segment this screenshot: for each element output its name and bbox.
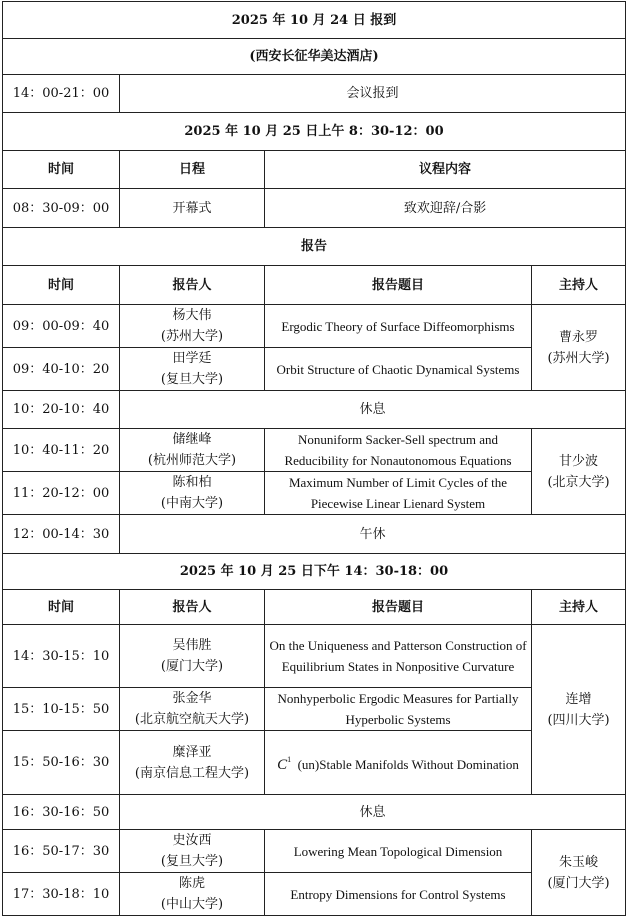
talk-topic: Orbit Structure of Chaotic Dynamical Systems [265,348,532,391]
reports-title: 报告 [3,228,626,266]
speaker-name: 张金华 [172,691,212,706]
header-time: 时间 [3,151,120,189]
speaker-name: 糜泽亚 [172,744,212,760]
lunch-label: 午休 [120,515,626,554]
table-row [3,429,626,472]
talk-topic: Ergodic Theory of Surface Diffeomorphisms [265,305,532,348]
morning-title: 2025 年 10 月 25 日上午 8：30-12：00 [3,113,626,151]
break-time: 16：30-16：50 [3,795,120,830]
talk-time: 15：50-16：30 [3,731,120,795]
header-agenda: 议程内容 [265,151,626,189]
chair-name: 甘少波 [559,453,599,469]
talk-time: 11：20-12：00 [3,472,120,515]
table-row [3,625,626,688]
talk-time: 14：30-15：10 [3,625,120,688]
table-row [3,515,626,554]
speaker-affiliation: (中南大学) [160,496,224,511]
speaker-name: 史汝西 [172,833,212,848]
afternoon-title: 2025 年 10 月 25 日下午 14：30-18：00 [3,554,626,590]
header-time: 时间 [3,266,120,305]
talk-topic [265,731,532,795]
header-speaker: 报告人 [120,590,265,625]
table-row [3,830,626,873]
conference-schedule-table [2,1,626,916]
math-symbol: C [277,757,288,773]
talk-topic: Lowering Mean Topological Dimension [265,830,532,873]
table-row [3,391,626,429]
speaker-name: 田学廷 [172,351,212,366]
header-chair: 主持人 [532,266,626,305]
talk-speaker [120,348,265,391]
day1-venue: (西安长征华美达酒店) [3,39,626,75]
header-time: 时间 [3,590,120,625]
talk-speaker [120,472,265,515]
talk-speaker [120,830,265,873]
break-time: 10：20-10：40 [3,391,120,429]
talk-speaker [120,625,265,688]
opening-name: 开幕式 [120,189,265,228]
speaker-name: 储继峰 [172,432,212,447]
session-chair [532,830,626,916]
speaker-affiliation: (厦门大学) [160,659,224,674]
session-chair [532,429,626,515]
speaker-affiliation: (南京信息工程大学) [134,765,250,781]
math-superscript: 1 [287,755,292,764]
speaker-affiliation: (杭州师范大学) [147,453,237,468]
day1-activity: 会议报到 [120,75,626,113]
speaker-name: 杨大伟 [172,308,212,323]
table-row [3,305,626,348]
session-chair [532,625,626,795]
talk-speaker [120,429,265,472]
talk-time: 10：40-11：20 [3,429,120,472]
header-chair: 主持人 [532,590,626,625]
break-label: 休息 [120,795,626,830]
talk-topic-text: (un)Stable Manifolds Without Domination [297,757,519,772]
lunch-time: 12：00-14：30 [3,515,120,554]
header-schedule: 日程 [120,151,265,189]
table-row [3,795,626,830]
session-chair [532,305,626,391]
talk-time: 17：30-18：10 [3,873,120,916]
talk-time: 15：10-15：50 [3,688,120,731]
talk-speaker [120,688,265,731]
speaker-name: 陈虎 [178,876,205,891]
talk-topic: Maximum Number of Limit Cycles of the Piecewise Linear Lienard System [265,472,532,515]
talk-topic: Entropy Dimensions for Control Systems [265,873,532,916]
day1-title: 2025 年 10 月 24 日 报到 [3,2,626,39]
chair-name: 朱玉峻 [559,854,599,870]
talk-topic: On the Uniqueness and Patterson Construction of Equilibrium States in Nonpositive Curvature [265,625,532,688]
speaker-affiliation: (苏州大学) [160,329,224,344]
opening-content: 致欢迎辞/合影 [265,189,626,228]
chair-name: 连增 [565,691,592,707]
talk-topic: Nonuniform Sacker-Sell spectrum and Reducibility for Nonautonomous Equations [265,429,532,472]
talk-speaker [120,873,265,916]
break-label: 休息 [120,391,626,429]
speaker-affiliation: (复旦大学) [160,854,224,869]
talk-topic: Nonhyperbolic Ergodic Measures for Partially Hyperbolic Systems [265,688,532,731]
chair-affiliation: (四川大学) [547,712,610,728]
header-topic: 报告题目 [265,590,532,625]
chair-name: 曹永罗 [559,329,599,345]
header-topic: 报告题目 [265,266,532,305]
talk-speaker [120,731,265,795]
chair-affiliation: (苏州大学) [547,350,610,366]
speaker-name: 吴伟胜 [172,638,212,653]
speaker-affiliation: (北京航空航天大学) [134,712,250,727]
talk-speaker [120,305,265,348]
talk-time: 09：40-10：20 [3,348,120,391]
talk-time: 09：00-09：40 [3,305,120,348]
speaker-name: 陈和柏 [172,475,212,490]
speaker-affiliation: (中山大学) [160,897,224,912]
chair-affiliation: (北京大学) [547,474,610,490]
opening-time: 08：30-09：00 [3,189,120,228]
speaker-affiliation: (复旦大学) [160,372,224,387]
day1-time: 14：00-21：00 [3,75,120,113]
header-speaker: 报告人 [120,266,265,305]
chair-affiliation: (厦门大学) [547,875,610,891]
talk-time: 16：50-17：30 [3,830,120,873]
